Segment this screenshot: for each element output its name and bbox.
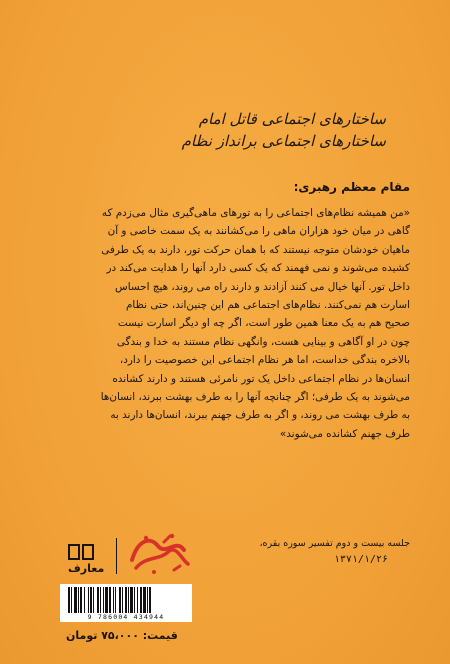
barcode-bar xyxy=(78,587,79,613)
barcode-bar xyxy=(84,587,85,613)
barcode-bar xyxy=(115,587,116,613)
quote-line: داخل تور. آنها خیال می کنند آزادند و دارند راه می روند، هیچ احساس xyxy=(115,280,410,293)
quote-body xyxy=(40,204,410,443)
quote-source: جلسه بیست و دوم تفسیر سوره بقره، xyxy=(259,538,410,549)
quote-line: طرف جهنم کشانده می‌شوند» xyxy=(279,427,410,440)
barcode-bar xyxy=(74,587,77,613)
barcode-bar xyxy=(109,587,111,613)
title-line-1: ساختارهای اجتماعی قاتل امام xyxy=(198,110,386,128)
publisher-name: معارف xyxy=(68,562,105,575)
title-block xyxy=(156,108,386,152)
barcode-bar xyxy=(143,587,146,613)
barcode-bar xyxy=(134,587,135,613)
barcode-bar xyxy=(113,587,114,613)
barcode-bar xyxy=(128,587,129,613)
barcode-bar xyxy=(140,587,142,613)
quote-line: گاهی در میان خود هزاران ماهی را می‌کشانند به یک سمت خاصی و آن xyxy=(107,225,410,238)
barcode-bar xyxy=(80,587,82,613)
quote-line: ماهیان خودشان متوجه نیستند که با همان حرکت تور، دارند به یک طرفی xyxy=(101,243,410,256)
barcode-bar xyxy=(93,587,94,613)
barcode-bar xyxy=(90,587,92,613)
barcode-bar xyxy=(122,587,123,613)
publisher-logos xyxy=(64,530,194,578)
barcode-icon xyxy=(68,587,184,613)
quote-date: ۱۳۷۱/۱/۲۶ xyxy=(333,554,388,565)
barcode-bar xyxy=(68,587,70,613)
barcode-bar xyxy=(125,587,127,613)
quote-heading: مقام معظم رهبری: xyxy=(293,180,410,194)
barcode-bar xyxy=(97,587,99,613)
price-label: قیمت: ۷۵،۰۰۰ تومان xyxy=(66,629,178,642)
logo-divider xyxy=(116,538,117,574)
quote-line: اسارت هم نمی‌کنند. نظام‌های اجتماعی هم این چنین‌اند، حتی نظام xyxy=(126,299,410,312)
quote-line: چون در او آگاهی و بینایی هست، وانگهی نظام مستند به خدا و بندگی xyxy=(116,335,410,348)
barcode-bar xyxy=(71,587,72,613)
barcode-bar xyxy=(147,587,148,613)
title-line-2: ساختارهای اجتماعی برانداز نظام xyxy=(181,132,386,150)
quote-line: بالاخره بندگی خداست، اما هر نظام اجتماعی این خصوصیت را دارد، xyxy=(119,354,410,367)
barcode-bar xyxy=(149,587,151,613)
maaref-logo-icon xyxy=(68,544,94,560)
barcode-bar xyxy=(137,587,138,613)
barcode-bar xyxy=(130,587,133,613)
barcode-digits: 9 786004 434944 xyxy=(87,613,165,621)
barcode-bar xyxy=(103,587,104,613)
quote-line: «من همیشه نظام‌های اجتماعی را به تورهای ماهی‌گیری مثال می‌زدم که xyxy=(101,207,410,219)
quote-line: انسان‌ها در نظام اجتماعی داخل یک تور نامرئی هستند و دارند کشانده xyxy=(112,372,410,385)
quote-line: می‌شوند به یک طرفی؛ اگر چنانچه آنها را به طرف بهشت ببرند، انسان‌ها xyxy=(100,391,410,404)
quote-line: به طرف بهشت می روند، و اگر به طرف جهنم ببرند، انسان‌ها دارند به xyxy=(110,409,410,422)
barcode-bar xyxy=(100,587,101,613)
barcode-bar xyxy=(119,587,121,613)
barcode-bar xyxy=(88,587,89,613)
publisher-logo-icon xyxy=(124,530,194,576)
barcode-bar xyxy=(105,587,108,613)
quote-line: صحیح هم به یک معنا همین طور است، اگر چه او دیگر اسارت نیست xyxy=(117,317,410,330)
quote-line: کشیده می‌شوند و نمی فهمند که یک کسی دارد آنها را هدایت می‌کند در xyxy=(106,262,410,275)
barcode xyxy=(60,584,192,622)
